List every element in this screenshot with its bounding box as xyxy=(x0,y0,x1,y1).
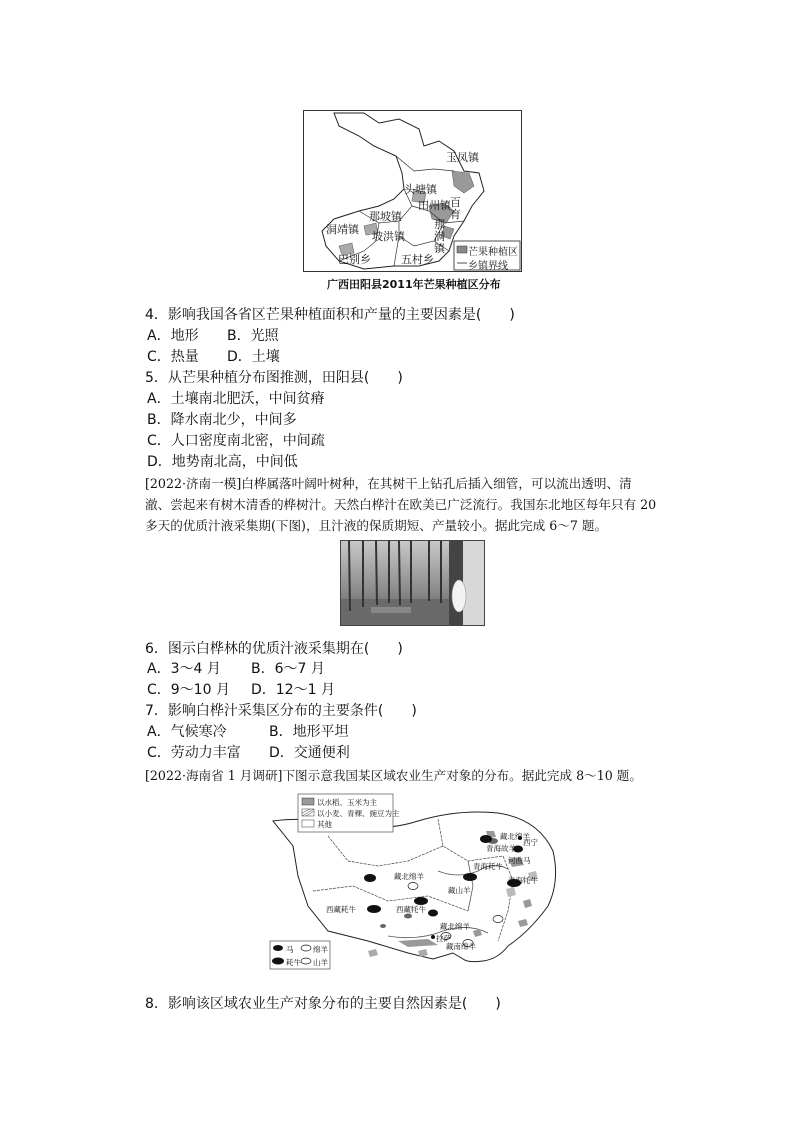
q5-option-a[interactable]: A．土壤南北肥沃，中间贫瘠 xyxy=(147,391,325,407)
label-qinghai-yak-2: 青海牦牛 xyxy=(508,876,538,885)
town-label-pohong: 坡洪镇 xyxy=(372,230,405,243)
town-label-dongjing: 洞靖镇 xyxy=(326,223,359,236)
question-7: 7．影响白桦汁采集区分布的主要条件( ) xyxy=(145,703,417,719)
legend-wheat-barley: 以小麦、青稞、豌豆为主 xyxy=(317,809,400,818)
label-hequ-horse: 河曲马 xyxy=(508,856,531,865)
q6-options-row1 xyxy=(147,660,325,678)
q5-option-b[interactable]: B．降水南北少，中间多 xyxy=(147,412,297,428)
animal-legend-yak: 耗牛 xyxy=(286,958,301,967)
agriculture-map xyxy=(268,791,568,971)
mango-map xyxy=(303,110,522,272)
q6-option-d[interactable]: D．12～1 月 xyxy=(251,682,335,698)
label-xizang-yak-2: 西藏牦牛 xyxy=(396,905,426,914)
legend-mango: 芒果种植区 xyxy=(468,247,518,258)
q6-options-row2 xyxy=(147,681,335,699)
label-zang-goat: 藏山羊 xyxy=(448,886,471,895)
mango-map-caption: 广西田阳县2011年芒果种植区分布 xyxy=(327,278,501,291)
q7-options-row2 xyxy=(147,744,350,762)
q5-option-d[interactable]: D．地势南北高，中间低 xyxy=(147,454,298,470)
q7-option-c[interactable]: C．劳动力丰富 xyxy=(147,745,241,761)
intro-birch-line-1: [2022·济南一模]白桦属落叶阔叶树种，在其树干上钻孔后插入细管，可以流出透明、清 xyxy=(145,476,632,491)
q4-option-b[interactable]: B．光照 xyxy=(227,328,279,344)
q4-option-d[interactable]: D．土壤 xyxy=(227,349,280,365)
label-zangbei-sheep-2: 藏北绵羊 xyxy=(394,872,424,881)
birch-forest-image xyxy=(341,541,484,625)
q4-option-c[interactable]: C．热量 xyxy=(147,349,199,365)
q5-option-c[interactable]: C．人口密度南北密，中间疏 xyxy=(147,433,325,449)
intro-birch xyxy=(145,473,657,536)
q7-option-d[interactable]: D．交通便利 xyxy=(269,745,350,761)
town-label-napo: 那坡镇 xyxy=(369,210,402,223)
q6-option-a[interactable]: A．3～4 月 xyxy=(147,661,221,677)
legend-rice-corn: 以水稻、玉米为主 xyxy=(317,798,377,807)
intro-birch-line-2: 澈、尝起来有树木清香的桦树汁。天然白桦汁在欧美已广泛流行。我国东北地区每年只有 20 xyxy=(145,497,657,512)
question-4: 4．影响我国各省区芒果种植面积和产量的主要因素是( ) xyxy=(145,307,515,323)
question-5: 5．从芒果种植分布图推测，田阳县( ) xyxy=(145,370,403,386)
question-6: 6．图示白桦林的优质汁液采集期在( ) xyxy=(145,641,403,657)
animal-legend-goat: 山羊 xyxy=(313,958,328,967)
q7-option-b[interactable]: B．地形平坦 xyxy=(269,724,349,740)
label-lhasa: 拉萨 xyxy=(436,934,451,943)
legend-border: 乡镇界线 xyxy=(468,261,508,272)
animal-legend-sheep: 绵羊 xyxy=(313,945,328,954)
town-label-baiyu: 百育 xyxy=(450,196,461,221)
town-label-toutang: 头塘镇 xyxy=(404,183,437,196)
question-8: 8．影响该区域农业生产对象分布的主要自然因素是( ) xyxy=(145,996,501,1012)
label-qinghai-sheep: 青海故羊 xyxy=(486,844,516,853)
intro-agriculture: [2022·海南省 1 月调研]下图示意我国某区域农业生产对象的分布。据此完成 8～10 题。 xyxy=(145,768,642,783)
label-zangnan-sheep: 藏南绵羊 xyxy=(446,942,476,951)
q7-option-a[interactable]: A．气候寒冷 xyxy=(147,724,227,740)
q7-options-row1 xyxy=(147,723,349,741)
animal-legend-horse: 马 xyxy=(286,945,294,954)
legend-other: 其他 xyxy=(317,820,332,829)
q4-option-a[interactable]: A．地形 xyxy=(147,328,199,344)
label-zangbei-sheep-3: 藏北绵羊 xyxy=(440,922,470,931)
label-xizang-yak-1: 西藏耗牛 xyxy=(326,905,356,914)
q4-options-row1 xyxy=(147,327,279,345)
intro-birch-line-3: 多天的优质汁液采集期(下图)，且汁液的保质期短、产量较小。据此完成 6～7 题。 xyxy=(145,518,608,533)
birch-forest-photo xyxy=(340,540,485,626)
q4-options-row2 xyxy=(147,348,280,366)
town-label-tianzhou: 田州镇 xyxy=(418,199,451,212)
town-label-wucun: 五村乡 xyxy=(401,253,434,266)
town-label-yufeng: 玉凤镇 xyxy=(446,151,479,164)
town-label-babie: 巴别乡 xyxy=(338,253,371,266)
town-label-naman: 那满镇 xyxy=(434,218,445,255)
q6-option-b[interactable]: B．6～7 月 xyxy=(251,661,325,677)
label-zangbei-sheep-1: 藏北绵羊 xyxy=(500,832,530,841)
label-qinghai-yak-1: 青海耗牛 xyxy=(473,862,503,871)
q6-option-c[interactable]: C．9～10 月 xyxy=(147,682,230,698)
label-xining: 西宁 xyxy=(523,838,538,847)
